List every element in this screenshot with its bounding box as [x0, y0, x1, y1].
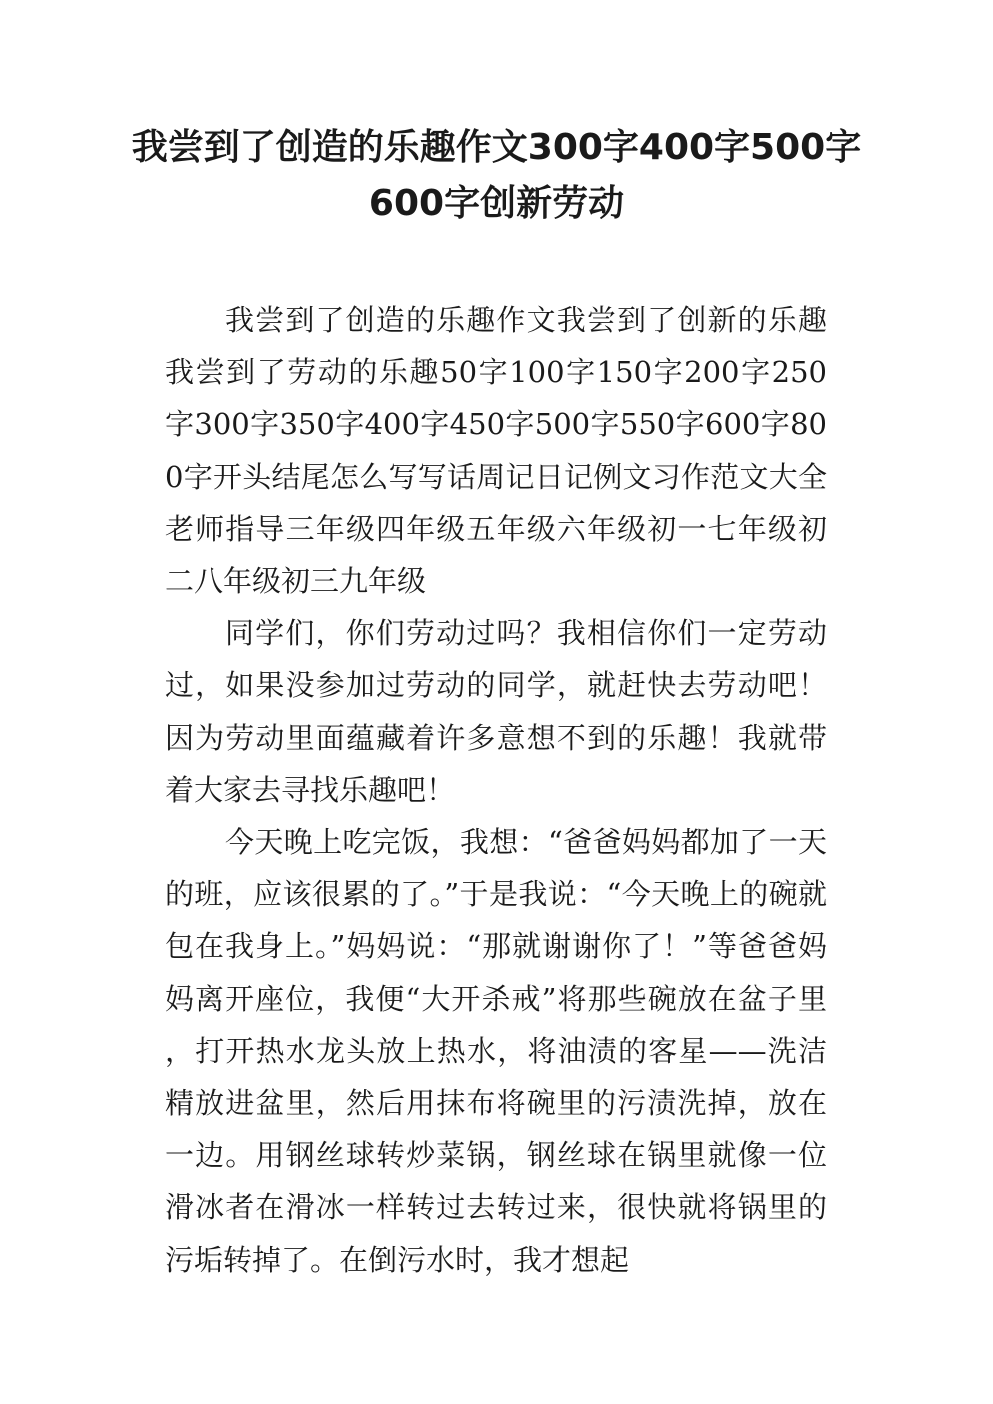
- document-body: [165, 294, 827, 1286]
- document-title: 我尝到了创造的乐趣作文300字400字500字600字创新劳动: [131, 127, 862, 224]
- paragraph: 同学们，你们劳动过吗？我相信你们一定劳动过，如果没参加过劳动的同学，就赶快去劳动吧！因为劳动里面蕴藏着许多意想不到的乐趣！我就带着大家去寻找乐趣吧！: [165, 616, 827, 807]
- paragraph: 我尝到了创造的乐趣作文我尝到了创新的乐趣我尝到了劳动的乐趣50字100字150字200字250字300字350字400字450字500字550字600字800字开头结尾怎么写写话周记日记例文习作范文大全老师指导三年级四年级五年级六年级初一七年级初二八年级初三九年级: [165, 303, 827, 599]
- paragraph: 今天晚上吃完饭，我想：“爸爸妈妈都加了一天的班，应该很累的了。”于是我说：“今天晚上的碗就包在我身上。”妈妈说：“那就谢谢你了！”等爸爸妈妈离开座位，我便“大开杀戒”将那些碗放在盆子里，打开热水龙头放上热水，将油渍的客星——洗洁精放进盆里，然后用抹布将碗里的污渍洗掉，放在一边。用钢丝球转炒菜锅，钢丝球在锅里就像一位滑冰者在滑冰一样转过去转过来，很快就将锅里的污垢转掉了。在倒污水时，我才想起: [165, 825, 827, 1277]
